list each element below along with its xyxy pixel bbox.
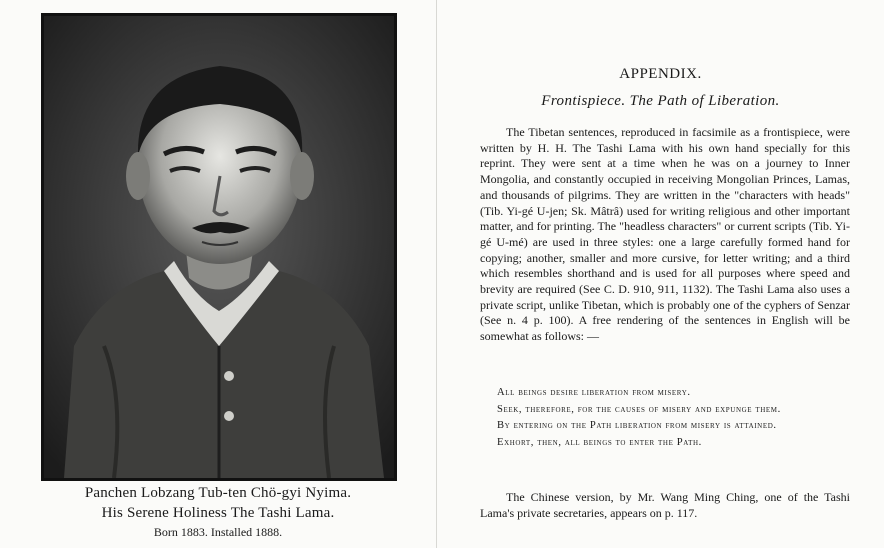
maxim-item: By entering on the Path liberation from misery is attained. <box>497 420 777 431</box>
caption-name: Panchen Lobzang Tub-ten Chö-gyi Nyima. <box>84 485 352 501</box>
page-title: APPENDIX. <box>619 66 702 82</box>
closing-paragraph: The Chinese version, by Mr. Wang Ming Ching, one of the Tashi Lama's private secretaries, appears on p. 117. <box>480 490 850 520</box>
caption-title: His Serene Holiness The Tashi Lama. <box>101 505 335 521</box>
photo-caption <box>20 483 416 541</box>
section-subtitle: Frontispiece. The Path of Liberation. <box>541 93 780 109</box>
right-page <box>437 0 884 548</box>
maxim-item: Exhort, then, all beings to enter the Path. <box>497 436 702 448</box>
portrait-photo <box>41 13 397 481</box>
maxim-item: Seek, therefore, for the causes of misery and expunge them. <box>497 403 781 415</box>
maxims-list <box>497 386 851 452</box>
maxim-item: All beings desire liberation from misery. <box>497 387 691 398</box>
left-page <box>0 0 437 548</box>
portrait-image <box>44 16 394 478</box>
body-text <box>480 125 850 345</box>
caption-dates: Born 1883. Installed 1888. <box>153 525 283 539</box>
body-paragraph: The Tibetan sentences, reproduced in facsimile as a frontispiece, were written by H. H. The Tashi Lama with his own hand specially for this reprint. They were sent at a time when he was on a journey to Inner Mongolia, and constantly occupied in receiving Mongolian Princes, Lamas, and thousands of pilgrims. They are written in the "characters with heads" (Tib. Yi-gé U-jen; Sk. Mâtrâ) used for writing religious and other important matter, and for printing. The "headless characters" or current scripts (Tib. Yi-gé U-mé) are used in three styles: one a large carefully formed hand for copying; another, smaller and more cursive, for letter writing; and a third which resembles shorthand and is used for all purposes where speed and brevity are required (See C. D. 910, 911, 1132). The Tashi Lama also uses a private script, unlike Tibetan, which is probably one of the cyphers of Senzar (See n. 4 p. 100). A free rendering of the sentences in English will be somewhat as follows: — <box>480 125 850 344</box>
closing-text <box>480 489 850 521</box>
